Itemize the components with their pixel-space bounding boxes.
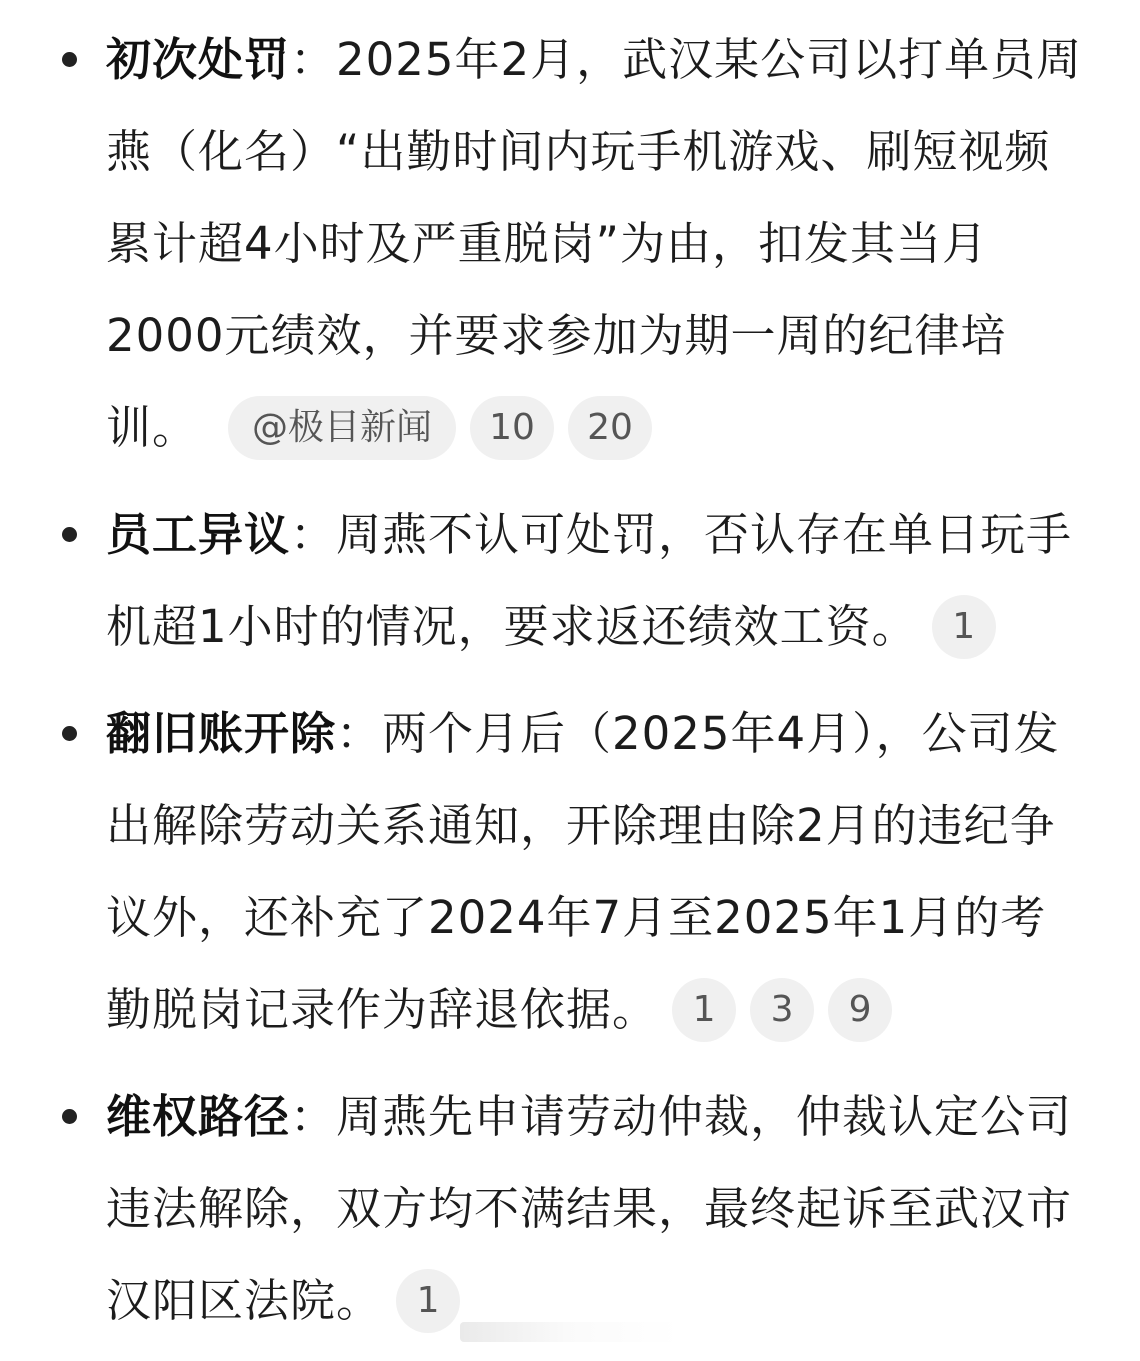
reference-chip[interactable]: 10 [470,396,554,460]
source-chip[interactable]: @极目新闻 [228,396,456,460]
bullet-dot [62,1109,77,1124]
list-item [0,1071,1140,1347]
reference-chip[interactable]: 1 [396,1269,460,1333]
list-item [0,489,1140,673]
reference-chip[interactable]: 1 [932,595,996,659]
reference-chip[interactable]: 3 [750,978,814,1042]
item-text: 周燕不认可处罚，否认存在单日玩手机超1小时的情况，要求返还绩效工资。 [106,508,1073,653]
item-term: 维权路径 [106,1090,291,1143]
summary-list [0,14,1140,1347]
item-text: 周燕先申请劳动仲裁，仲裁认定公司违法解除，双方均不满结果，最终起诉至武汉市汉阳区法院。 [106,1090,1073,1327]
item-colon: ： [290,1090,337,1143]
list-item [0,688,1140,1056]
item-text: 两个月后（2025年4月），公司发出解除劳动关系通知，开除理由除2月的违纪争议外，还补充了2024年7月至2025年1月的考勤脱岗记录作为辞退依据。 [106,707,1060,1036]
item-colon: ： [290,508,337,561]
item-colon: ： [290,33,337,86]
list-item [0,14,1140,474]
item-colon: ： [336,707,383,760]
item-term: 初次处罚 [106,33,291,86]
item-text: 2025年2月，武汉某公司以打单员周燕（化名）“出勤时间内玩手机游戏、刷短视频累计超4小时及严重脱岗”为由，扣发其当月2000元绩效，并要求参加为期一周的纪律培训。 [106,33,1083,454]
reference-chip[interactable]: 20 [568,396,652,460]
reference-chip[interactable]: 9 [828,978,892,1042]
item-term: 员工异议 [106,508,291,561]
bullet-dot [62,52,77,67]
item-term: 翻旧账开除 [106,707,337,760]
bullet-dot [62,726,77,741]
reference-chip[interactable]: 1 [672,978,736,1042]
bullet-dot [62,527,77,542]
watermark-fade [460,1322,680,1342]
